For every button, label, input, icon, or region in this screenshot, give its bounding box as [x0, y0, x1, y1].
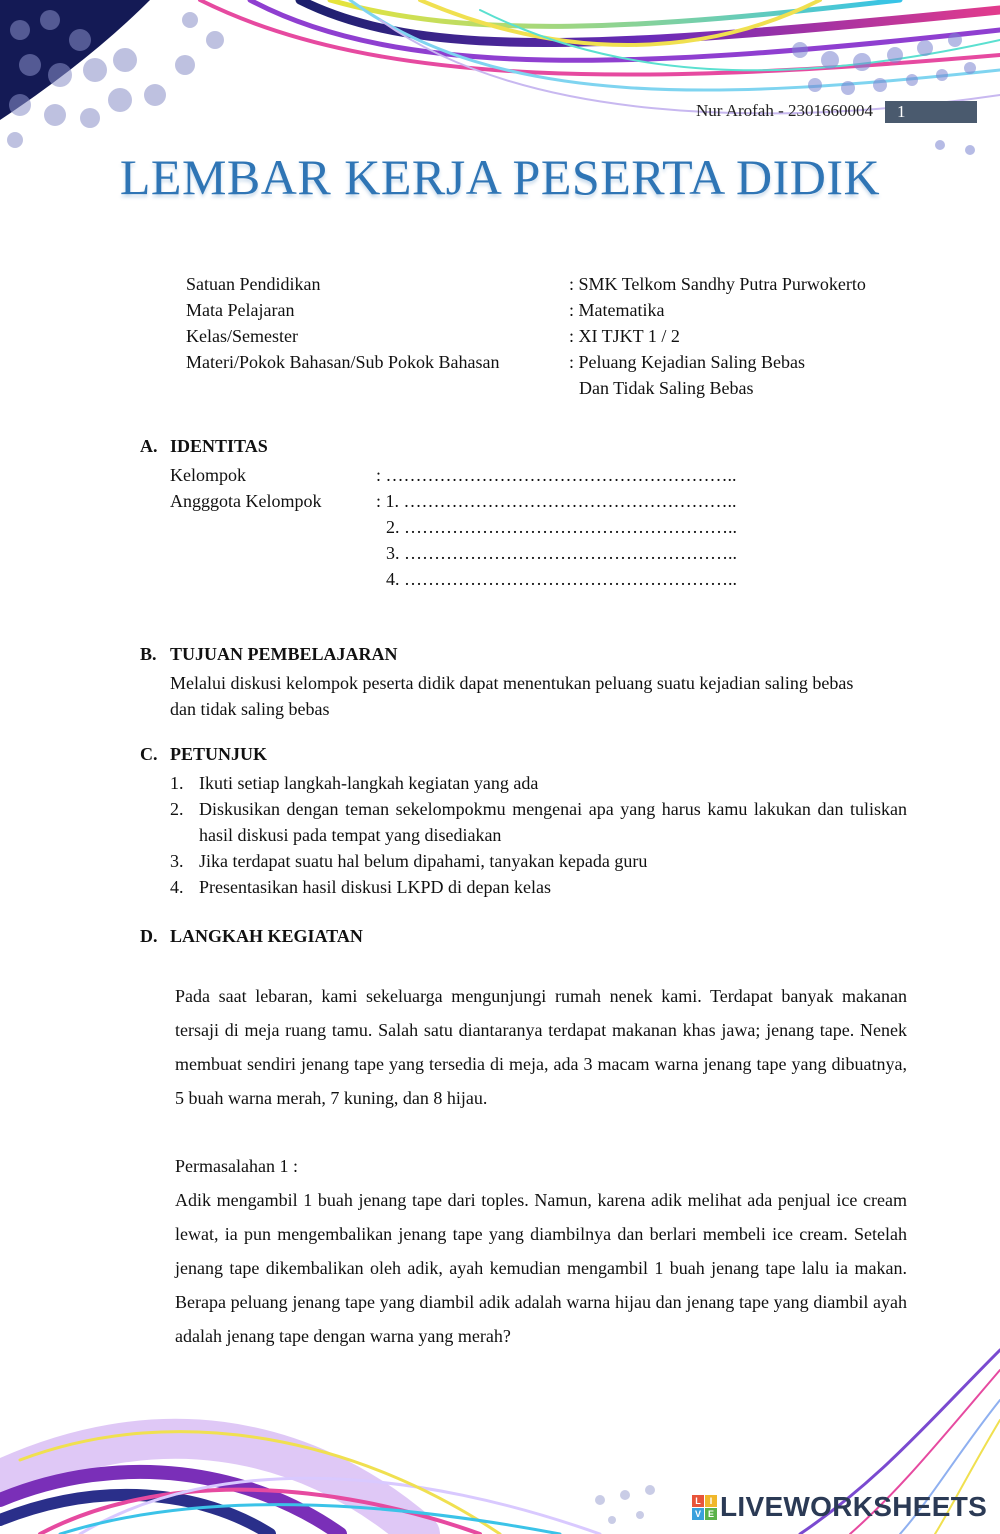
- section-letter: C.: [140, 744, 158, 764]
- logo-letter: I: [705, 1495, 717, 1507]
- logo-letter: L: [692, 1495, 704, 1507]
- kelompok-field[interactable]: : …………………………………………………..: [376, 465, 737, 485]
- section-title: IDENTITAS: [170, 436, 268, 456]
- list-item-text: Presentasikan hasil diskusi LKPD di depan kelas: [199, 877, 551, 897]
- section-letter: A.: [140, 436, 158, 456]
- list-item: [170, 848, 907, 874]
- section-tujuan-heading: [140, 644, 398, 665]
- info-value: : XI TJKT 1 / 2: [569, 326, 680, 346]
- bottom-left-dots: [595, 1485, 655, 1524]
- section-identitas-heading: [140, 436, 268, 457]
- top-left-decoration: [0, 0, 224, 148]
- info-row: [186, 323, 866, 349]
- anggota-row: [170, 566, 737, 592]
- list-item-number: 3.: [170, 851, 184, 871]
- info-label: Materi/Pokok Bahasan/Sub Pokok Bahasan: [186, 352, 500, 372]
- header-author: Nur Arofah - 2301660004: [695, 101, 873, 120]
- anggota-row: [170, 514, 737, 540]
- info-row: [186, 271, 866, 297]
- page-number-badge: 1: [885, 101, 977, 123]
- anggota-field-4[interactable]: 4. ………………………………………………..: [386, 569, 737, 589]
- list-item-number: 4.: [170, 877, 184, 897]
- top-swirl-lines: [200, 0, 1000, 113]
- tujuan-text: Melalui diskusi kelompok peserta didik dapat menentukan peluang suatu kejadian saling bebas dan tidak saling bebas: [170, 673, 854, 719]
- info-value: : Peluang Kejadian Saling Bebas: [569, 352, 805, 372]
- problem-label: Permasalahan 1 :: [175, 1156, 298, 1176]
- section-letter: B.: [140, 644, 157, 664]
- bottom-swirl-lines: [0, 1432, 600, 1534]
- problem-text: Adik mengambil 1 buah jenang tape dari toples. Namun, karena adik melihat ada penjual ice cream lewat, ia pun mengembalikan jenang tape yang diambilnya dan berlari membeli ice cream. Setelah jenang tape dikembalikan oleh adik, ayah kemudian mengambil 1 buah jenang tape lalu ia makan. Berapa peluang jenang tape yang diambil adik adalah warna hijau dan jenang tape yang diambil ayah adalah jenang tape dengan warna yang merah?: [175, 1190, 907, 1346]
- info-value: : Matematika: [569, 300, 665, 320]
- story-paragraph: Pada saat lebaran, kami sekeluarga mengunjungi rumah nenek kami. Terdapat banyak makanan tersaji di meja ruang tamu. Salah satu diantaranya terdapat makanan khas jawa; jenang tape. Nenek membuat sendiri jenang tape yang tersedia di meja, ada 3 macam warna jenang tape yang dibuatnya, 5 buah warna merah, 7 kuning, dan 8 hijau.: [175, 986, 907, 1108]
- info-label: Satuan Pendidikan: [186, 274, 321, 294]
- section-letter: D.: [140, 926, 158, 946]
- petunjuk-list: [170, 770, 907, 900]
- section-title: LANGKAH KEGIATAN: [170, 926, 363, 946]
- liveworksheets-text: LIVEWORKSHEETS: [720, 1491, 988, 1522]
- logo-letter: E: [705, 1508, 717, 1520]
- anggota-row: [170, 488, 737, 514]
- info-value: : SMK Telkom Sandhy Putra Purwokerto: [569, 274, 866, 294]
- page-title: LEMBAR KERJA PESERTA DIDIK: [119, 149, 881, 205]
- logo-letter: V: [692, 1508, 704, 1520]
- section-petunjuk-heading: [140, 744, 267, 765]
- section-title: TUJUAN PEMBELAJARAN: [170, 644, 398, 664]
- list-item-text: Jika terdapat suatu hal belum dipahami, tanyakan kepada guru: [199, 851, 648, 871]
- list-item-text: Ikuti setiap langkah-langkah kegiatan yang ada: [199, 773, 539, 793]
- anggota-row: [170, 540, 737, 566]
- list-item: [170, 770, 907, 796]
- list-item-number: 2.: [170, 799, 184, 819]
- anggota-label: Angggota Kelompok: [170, 491, 322, 511]
- section-title: PETUNJUK: [170, 744, 268, 764]
- anggota-field-3[interactable]: 3. ………………………………………………..: [386, 543, 737, 563]
- info-value-continuation: Dan Tidak Saling Bebas: [579, 378, 754, 398]
- info-row: [186, 297, 866, 323]
- identitas-block: [170, 462, 737, 592]
- info-label: Mata Pelajaran: [186, 300, 295, 320]
- list-item-number: 1.: [170, 773, 184, 793]
- info-block: [186, 271, 866, 401]
- list-item: [170, 796, 907, 848]
- section-langkah-heading: [140, 926, 363, 947]
- info-label: Kelas/Semester: [186, 326, 298, 346]
- kelompok-label: Kelompok: [170, 465, 246, 485]
- liveworksheets-logo[interactable]: [692, 1490, 987, 1524]
- kelompok-row: [170, 462, 737, 488]
- liveworksheets-icon: [692, 1495, 717, 1520]
- list-item: [170, 874, 907, 900]
- info-row: [186, 349, 866, 375]
- list-item-text: Diskusikan dengan teman sekelompokmu mengenai apa yang harus kamu lakukan dan tuliskan hasil diskusi pada tempat yang disediakan: [199, 799, 907, 845]
- anggota-field-1[interactable]: : 1. ………………………………………………..: [376, 491, 737, 511]
- anggota-field-2[interactable]: 2. ………………………………………………..: [386, 517, 737, 537]
